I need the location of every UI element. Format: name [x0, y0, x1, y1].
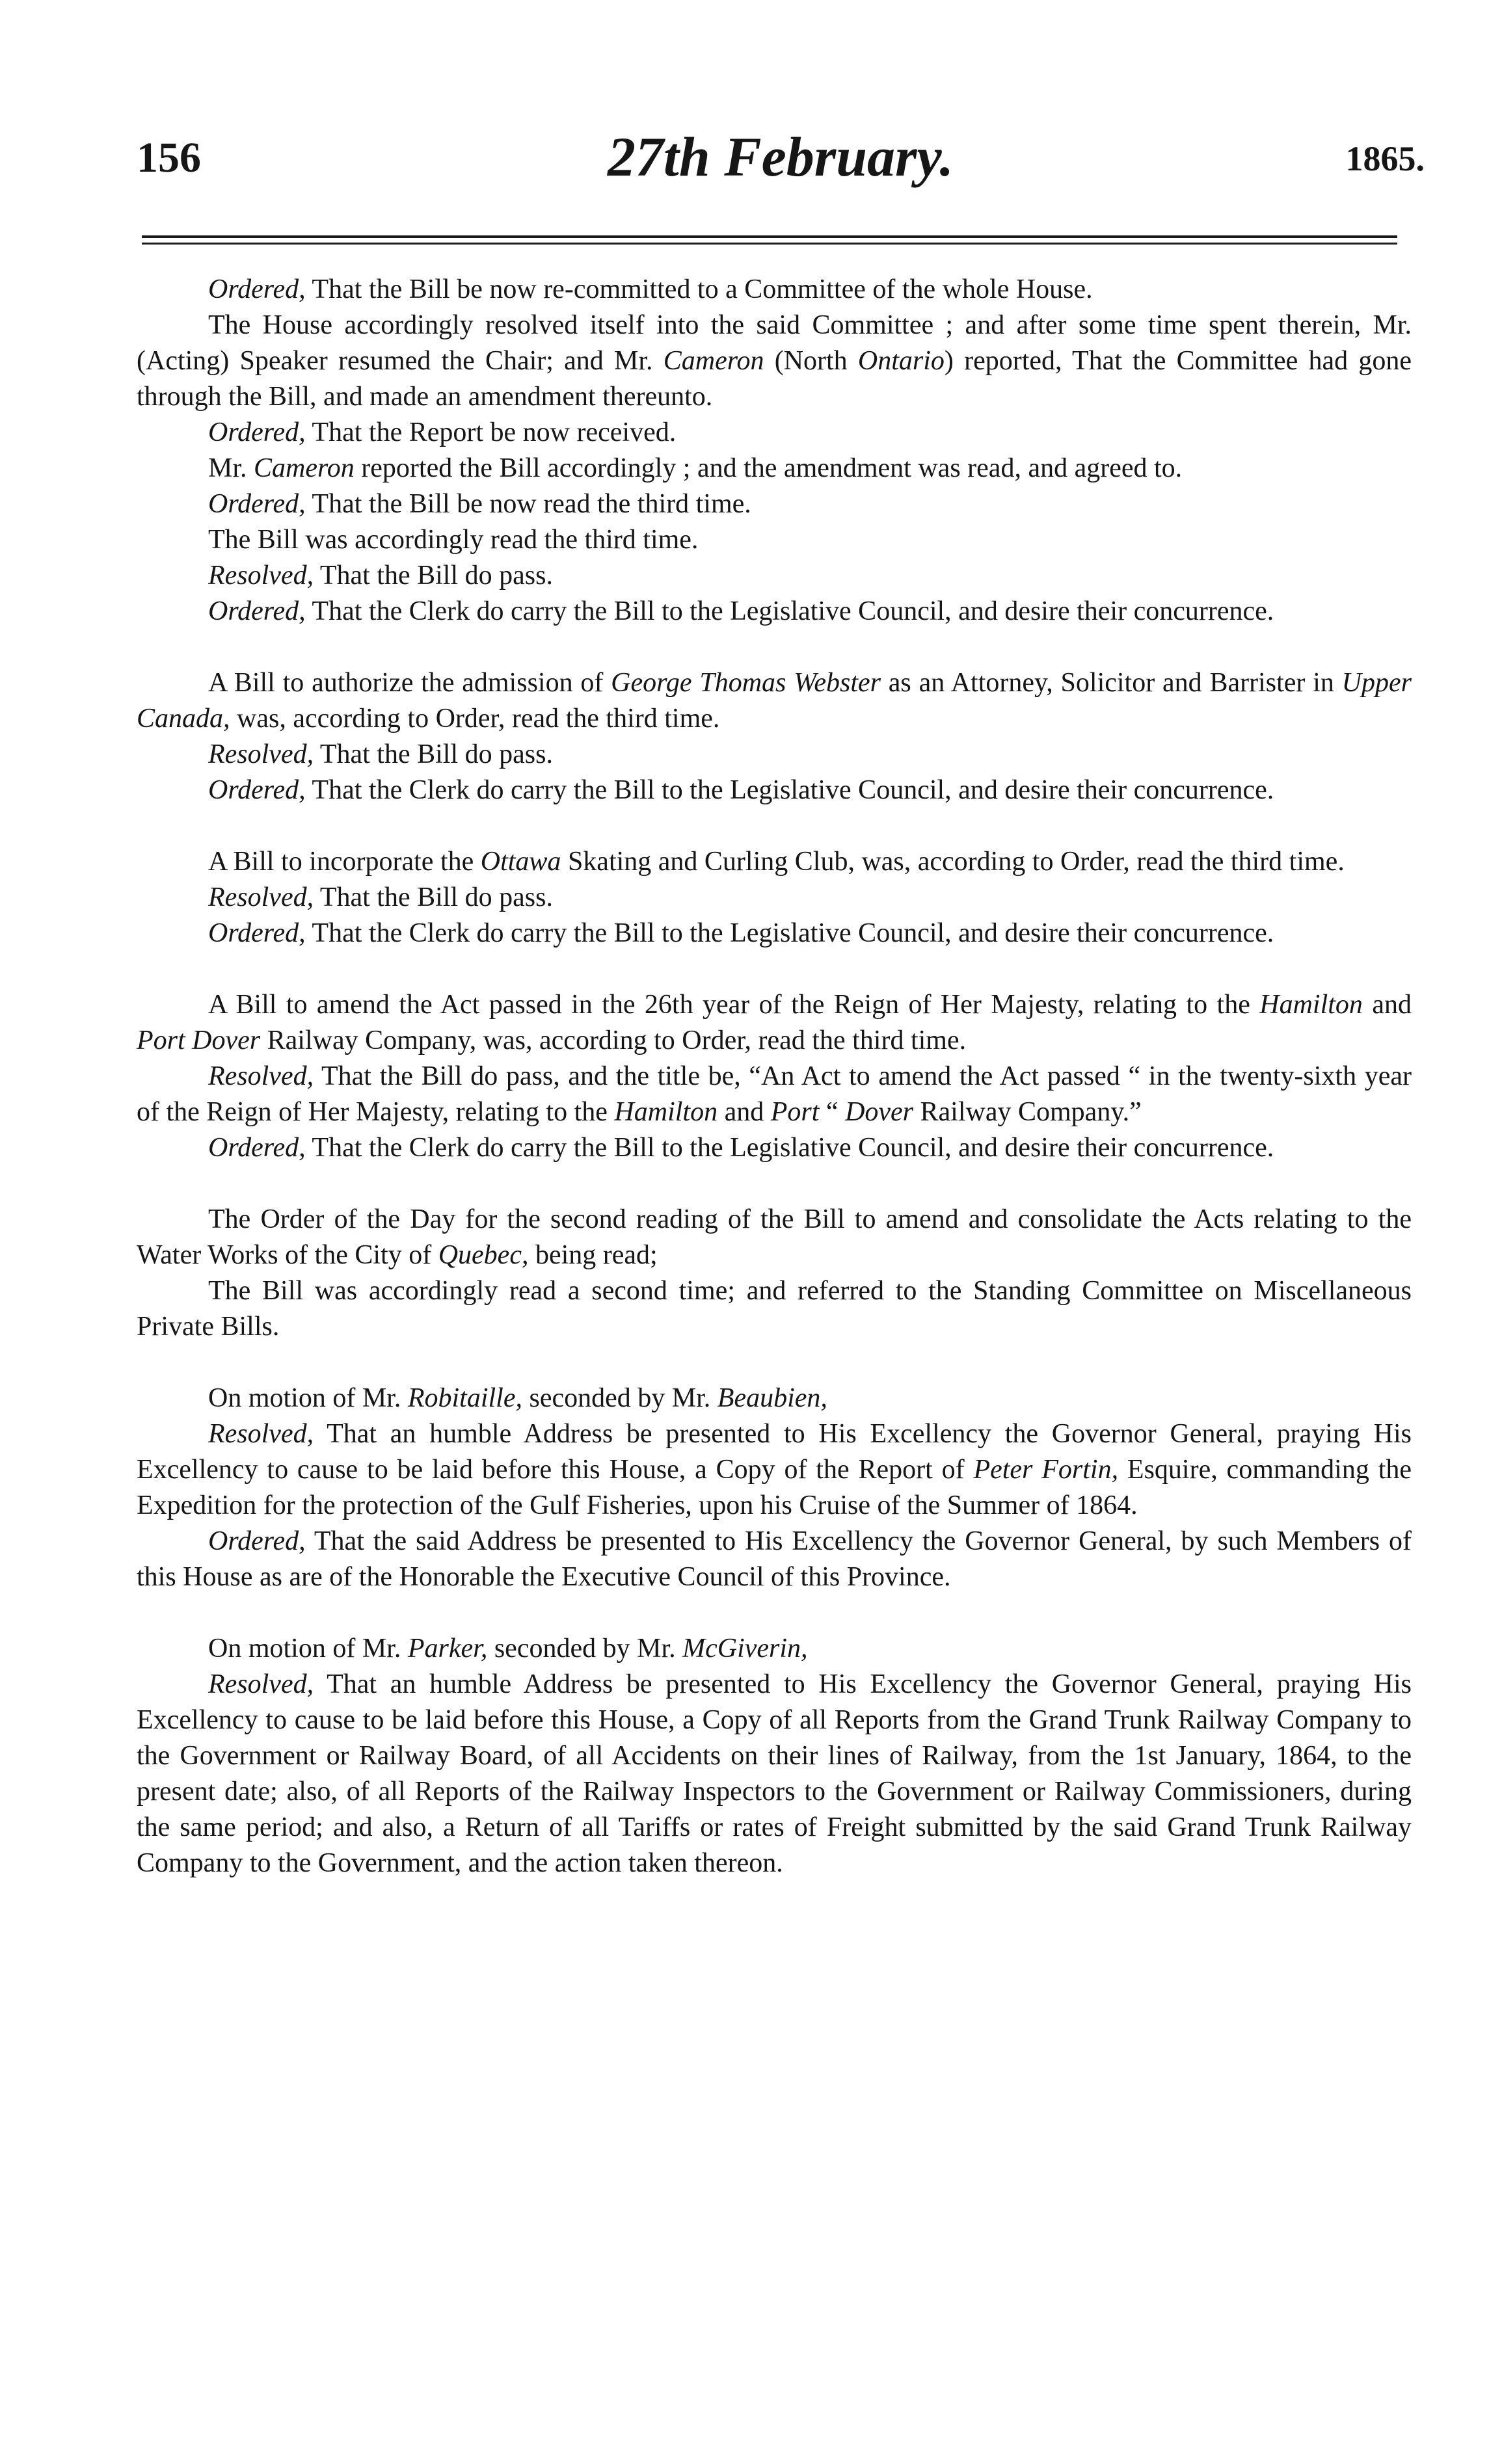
running-header: [137, 126, 1425, 205]
italic-run: Dover: [845, 1097, 914, 1127]
text-run: On motion of Mr.: [208, 1383, 408, 1413]
italic-run: Resolved,: [208, 739, 314, 769]
header-rule: [142, 235, 1397, 238]
text-run: Skating and Curling Club, was, according to Order, read the third time.: [561, 847, 1345, 877]
text-run: The House accordingly resolved itself into the said Committee ; and after some time spent therein, Mr. (Acting) Speaker resumed the Chair; and Mr.: [137, 310, 1412, 376]
italic-run: Quebec,: [438, 1240, 529, 1270]
text-run: Esquire, commanding the Expedition for the protection of the Gulf Fisheries, upon his Cruise of the Summer of 1864.: [137, 1455, 1412, 1520]
paragraph: [137, 451, 1412, 486]
italic-run: Parker,: [407, 1634, 488, 1663]
paragraph: [137, 1273, 1412, 1345]
text-run: That the Bill be now read the third time.: [305, 489, 751, 519]
text-run: seconded by Mr.: [522, 1383, 718, 1413]
text-run: That the Bill do pass.: [314, 882, 553, 912]
paragraph: [137, 844, 1412, 880]
page-year: 1865.: [1345, 139, 1425, 178]
italic-run: Robitaille,: [407, 1383, 522, 1413]
italic-run: Beaubien,: [717, 1383, 827, 1413]
text-run: reported the Bill accordingly ; and the amendment was read, and agreed to.: [354, 453, 1183, 483]
entry-block: [137, 1631, 1412, 1881]
text-run: That the Clerk do carry the Bill to the Legislative Council, and desire their concurrence.: [305, 596, 1274, 626]
text-run: A Bill to amend the Act passed in the 26th year of the Reign of Her Majesty, relating to the: [208, 990, 1260, 1020]
text-run: That the Bill do pass, and the title be, “An Act to amend the Act passed “ in the twenty-sixth year of the Reign of Her Majesty, relating to the: [137, 1061, 1412, 1127]
text-run: That the Bill do pass.: [314, 561, 553, 590]
paragraph: [137, 665, 1412, 737]
text-run: The Bill was accordingly read the third time.: [208, 525, 699, 555]
paragraph: [137, 880, 1412, 916]
page-number: 156: [137, 134, 201, 181]
text-run: On motion of Mr.: [208, 1634, 408, 1663]
text-run: and: [718, 1097, 771, 1127]
text-run: being read;: [528, 1240, 658, 1270]
italic-run: Ordered,: [208, 274, 306, 304]
italic-run: Resolved,: [208, 561, 314, 590]
paragraph: [137, 272, 1412, 308]
italic-run: Hamilton: [614, 1097, 718, 1127]
paragraph: [137, 1631, 1412, 1667]
paragraph: [137, 987, 1412, 1059]
paragraph: [137, 308, 1412, 415]
entry-block: [137, 665, 1412, 808]
paragraph: [137, 916, 1412, 951]
italic-run: Ordered,: [208, 918, 306, 948]
italic-run: Peter Fortin,: [973, 1455, 1119, 1485]
text-run: as an Attorney, Solicitor and Barrister in: [880, 668, 1342, 698]
text-run: That an humble Address be presented to His Excellency the Governor General, praying His Excellency to cause to be laid before this House, a Copy of the Report of: [137, 1419, 1412, 1485]
italic-run: Resolved,: [208, 1061, 314, 1091]
italic-run: Ordered,: [208, 489, 306, 519]
text-run: (North: [764, 346, 858, 376]
page-body: [137, 272, 1412, 1881]
italic-run: Resolved,: [208, 1669, 314, 1699]
text-run: The Order of the Day for the second reading of the Bill to amend and consolidate the Acts relating to the Water Works of the City of: [137, 1204, 1412, 1270]
italic-run: Resolved,: [208, 1419, 314, 1449]
text-run: A Bill to authorize the admission of: [208, 668, 611, 698]
entry-block: [137, 1202, 1412, 1345]
text-run: That the Clerk do carry the Bill to the Legislative Council, and desire their concurrence.: [305, 775, 1274, 805]
paragraph: [137, 486, 1412, 522]
italic-run: McGiverin,: [682, 1634, 808, 1663]
entry-block: [137, 987, 1412, 1166]
entry-block: [137, 1381, 1412, 1595]
paragraph: [137, 1130, 1412, 1166]
text-run: That the Bill be now re-committed to a Committee of the whole House.: [305, 274, 1093, 304]
italic-run: Ontario: [857, 346, 945, 376]
italic-run: Port: [770, 1097, 820, 1127]
text-run: The Bill was accordingly read a second time; and referred to the Standing Committee on Miscellaneous Private Bills.: [137, 1276, 1412, 1342]
paragraph: [137, 1416, 1412, 1524]
text-run: seconded by Mr.: [487, 1634, 683, 1663]
text-run: That the Report be now received.: [305, 417, 677, 447]
italic-run: Ottawa: [480, 847, 561, 877]
italic-run: Hamilton: [1259, 990, 1363, 1020]
italic-run: Ordered,: [208, 1526, 306, 1556]
paragraph: [137, 1202, 1412, 1273]
paragraph: [137, 522, 1412, 558]
paragraph: [137, 415, 1412, 451]
paragraph: [137, 1524, 1412, 1595]
italic-run: Ordered,: [208, 1133, 306, 1163]
text-run: “: [819, 1097, 846, 1127]
text-run: and: [1362, 990, 1412, 1020]
text-run: Mr.: [208, 453, 254, 483]
text-run: That the Bill do pass.: [314, 739, 553, 769]
paragraph: [137, 594, 1412, 629]
paragraph: [137, 1381, 1412, 1416]
text-run: Railway Company.”: [913, 1097, 1142, 1127]
paragraph: [137, 1059, 1412, 1130]
italic-run: Port Dover: [137, 1026, 261, 1055]
paragraph: [137, 773, 1412, 808]
text-run: A Bill to incorporate the: [208, 847, 481, 877]
page-date: 27th February.: [608, 126, 954, 188]
paragraph: [137, 1667, 1412, 1881]
italic-run: Ordered,: [208, 596, 306, 626]
text-run: was, according to Order, read the third time.: [230, 704, 720, 734]
entry-block: [137, 272, 1412, 629]
italic-run: Resolved,: [208, 882, 314, 912]
text-run: That an humble Address be presented to His Excellency the Governor General, praying His Excellency to cause to be laid before this House, a Copy of all Reports from the Grand Trunk Railway Company to the Government or Railway Board, of all Accidents on their lines of Railway, from the 1st January, 1864, to the present date; also, of all Reports of the Railway Inspectors to the Government or Railway Commissioners, during the same period; and also, a Return of all Tariffs or rates of Freight submitted by the said Grand Trunk Railway Company to the Government, and the action taken thereon.: [137, 1669, 1412, 1878]
text-run: Railway Company, was, according to Order, read the third time.: [260, 1026, 967, 1055]
italic-run: Ordered,: [208, 417, 306, 447]
italic-run: Ordered,: [208, 775, 306, 805]
header-rule: [142, 243, 1397, 245]
italic-run: George Thomas Webster: [611, 668, 881, 698]
paragraph: [137, 558, 1412, 594]
text-run: That the Clerk do carry the Bill to the Legislative Council, and desire their concurrence.: [305, 1133, 1274, 1163]
text-run: That the said Address be presented to His Excellency the Governor General, by such Members of this House as are of the Honorable the Executive Council of this Province.: [137, 1526, 1412, 1592]
text-run: ) reported, That the Committee had gone through the Bill, and made an amendment thereunto.: [137, 346, 1412, 412]
italic-run: Cameron: [663, 346, 764, 376]
text-run: That the Clerk do carry the Bill to the Legislative Council, and desire their concurrence.: [305, 918, 1274, 948]
italic-run: Cameron: [254, 453, 355, 483]
italic-run: Upper Canada,: [137, 668, 1412, 734]
entry-block: [137, 844, 1412, 951]
paragraph: [137, 737, 1412, 773]
